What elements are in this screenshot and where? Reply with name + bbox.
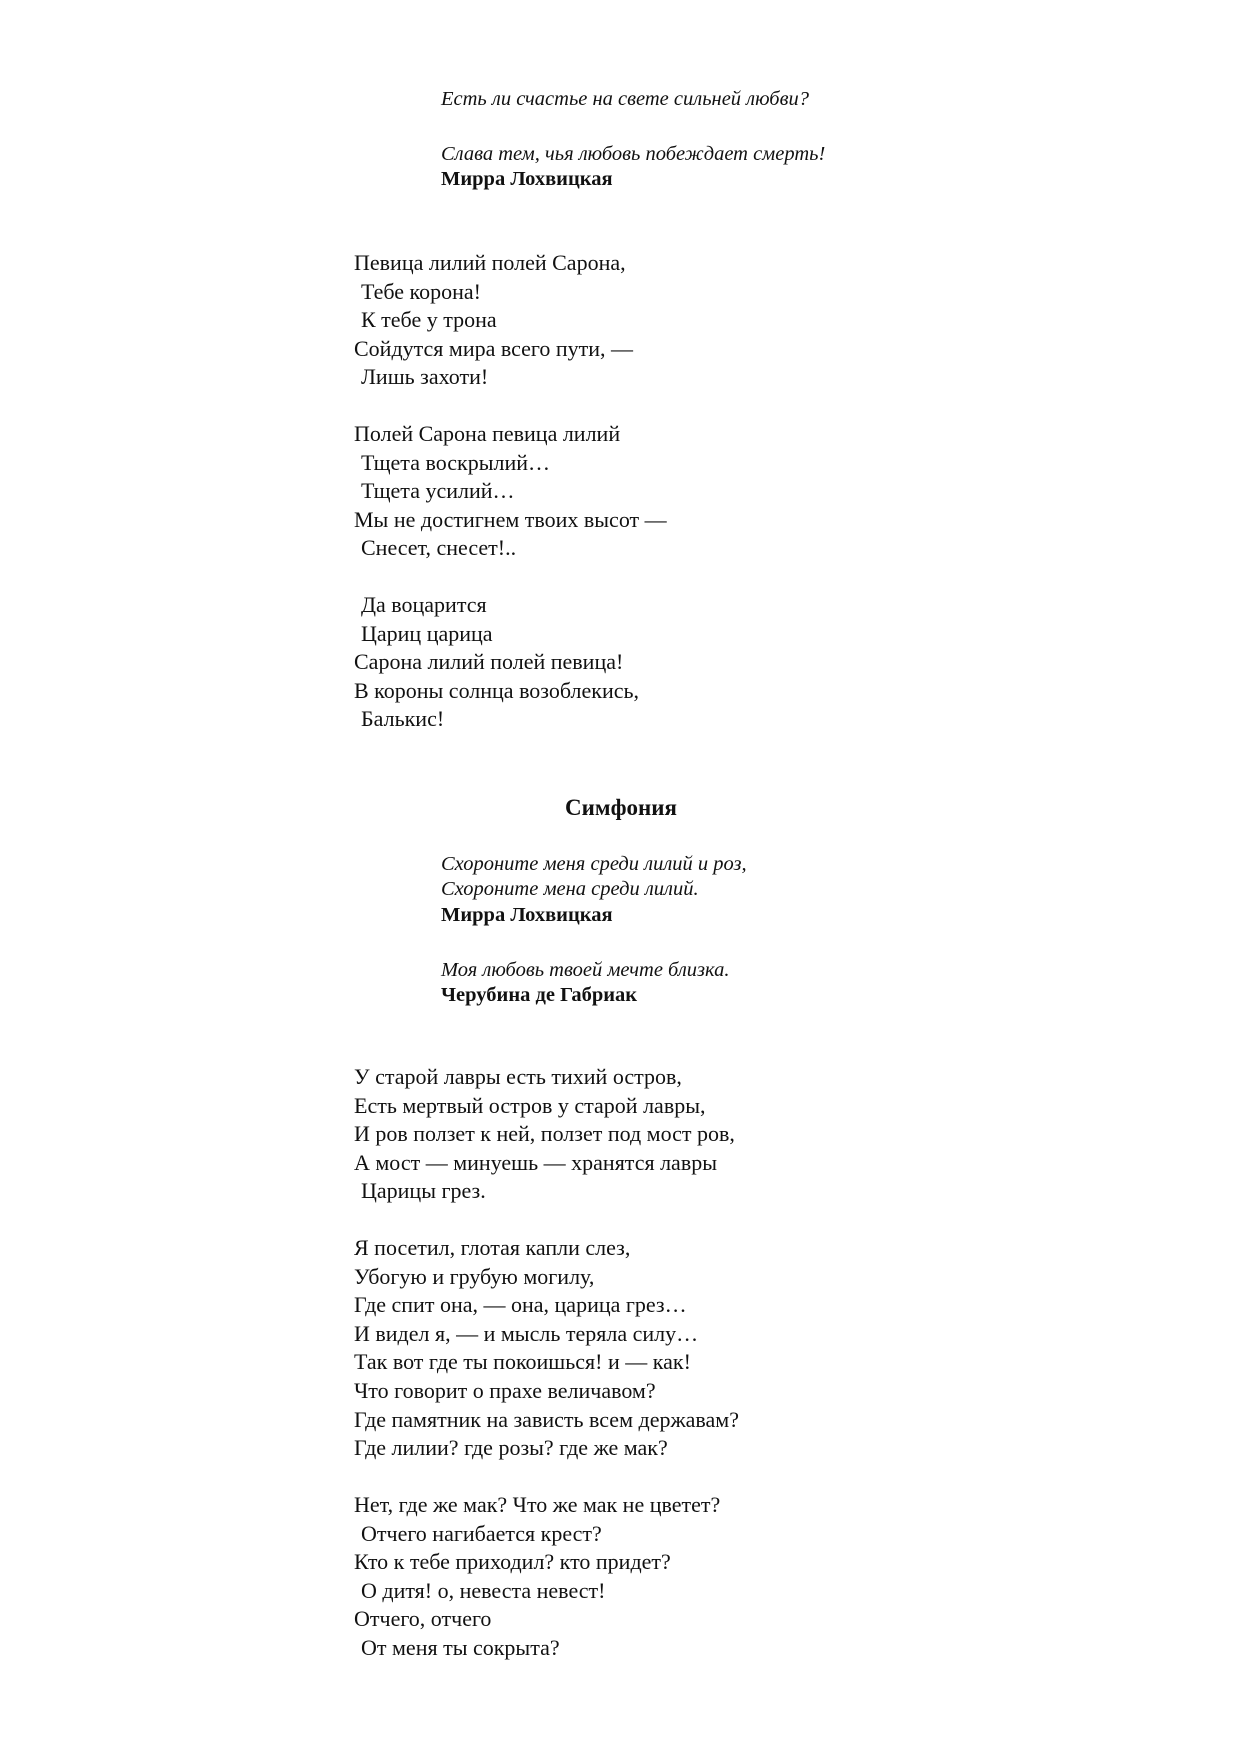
poem-line: От меня ты сокрыта? xyxy=(361,1634,560,1660)
poem-line: Лишь захоти! xyxy=(361,364,489,390)
poem-line: В короны солнца возоблекись, xyxy=(354,677,640,703)
poem-line: Отчего, отчего xyxy=(354,1606,492,1632)
epigraph-line: Моя любовь твоей мечте близка. xyxy=(441,959,730,981)
poem-line: Где лилии? где розы? где же мак? xyxy=(354,1435,668,1461)
epigraph-line: Схороните меня среди лилий и роз, xyxy=(441,853,747,875)
poem-line: Царицы грез. xyxy=(361,1178,486,1204)
poem-line: Сойдутся мира всего пути, — xyxy=(354,335,634,361)
poem-line: Кто к тебе приходил? кто придет? xyxy=(354,1549,671,1575)
poem-line: Да воцарится xyxy=(361,592,487,617)
epigraph-line: Схороните мена среди лилий. xyxy=(441,878,699,900)
poem-line: Сарона лилий полей певица! xyxy=(354,649,624,675)
poem-stanza xyxy=(354,249,633,392)
poem-stanza xyxy=(354,1063,735,1206)
poem-line: И ров ползет к ней, ползет под мост ров, xyxy=(354,1121,735,1147)
poem-line: Цариц царица xyxy=(361,620,493,646)
poem-line: И видел я, — и мысль теряла силу… xyxy=(354,1320,699,1346)
poem-line: Тщета усилий… xyxy=(361,478,515,504)
poem-stanza xyxy=(354,420,667,563)
poem-line: Мы не достигнем твоих высот — xyxy=(354,506,667,532)
epigraph-line: Есть ли счастье на свете сильней любви? xyxy=(441,88,809,110)
poem-line: Тебе корона! xyxy=(361,278,481,304)
poem-line: Где спит она, — она, царица грез… xyxy=(354,1292,687,1318)
poem-line: Балькис! xyxy=(361,706,445,732)
poem-line: Что говорит о прахе величавом? xyxy=(354,1377,656,1403)
poem-line: Убогую и грубую могилу, xyxy=(354,1263,595,1289)
poem-line: Где памятник на зависть всем державам? xyxy=(354,1406,739,1432)
poem-line: О дитя! о, невеста невест! xyxy=(361,1577,606,1603)
epigraph-author: Черубина де Габриак xyxy=(441,984,638,1006)
poem-line: Есть мертвый остров у старой лавры, xyxy=(354,1092,706,1118)
poem-line: Нет, где же мак? Что же мак не цветет? xyxy=(354,1492,721,1517)
epigraph-author: Мирра Лохвицкая xyxy=(441,904,613,926)
poem-line: Тщета воскрылий… xyxy=(361,449,550,475)
poem-line: Снесет, снесет!.. xyxy=(361,535,517,561)
poem-stanza xyxy=(354,1491,720,1663)
poem-line: У старой лавры есть тихий остров, xyxy=(354,1064,682,1089)
poem-line: Отчего нагибается крест? xyxy=(361,1520,602,1546)
poem-title: Симфония xyxy=(565,795,677,820)
poem-stanza xyxy=(354,591,639,734)
poem-line: Певица лилий полей Сарона, xyxy=(354,250,626,275)
poem-line: К тебе у трона xyxy=(361,307,497,333)
poem-line: Полей Сарона певица лилий xyxy=(354,421,621,446)
poem-line: Я посетил, глотая капли слез, xyxy=(354,1235,631,1260)
poem-line: Так вот где ты покоишься! и — как! xyxy=(354,1349,691,1375)
epigraph-line: Слава тем, чья любовь побеждает смерть! xyxy=(441,143,826,165)
poem-line: А мост — минуешь — хранятся лавры xyxy=(354,1149,717,1175)
epigraph-author: Мирра Лохвицкая xyxy=(441,168,613,190)
poem-stanza xyxy=(354,1234,739,1463)
